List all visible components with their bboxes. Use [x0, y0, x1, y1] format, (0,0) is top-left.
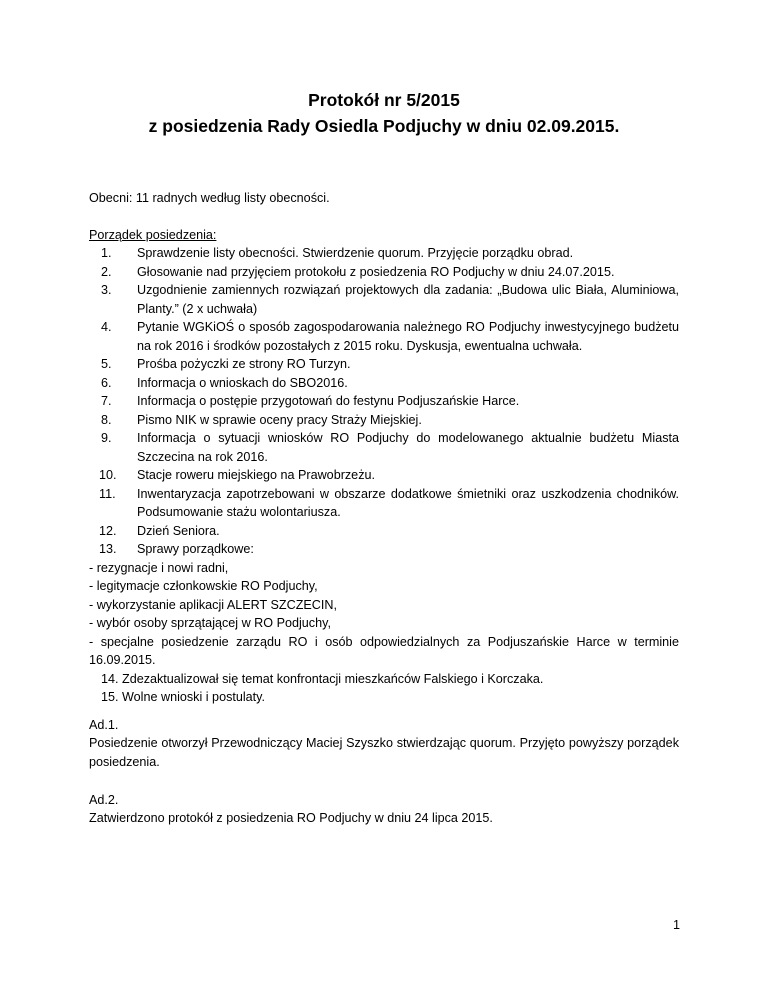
list-item: 13. Sprawy porządkowe: — [99, 542, 254, 556]
agenda-subitem: - wybór osoby sprzątającej w RO Podjuchy, — [89, 616, 331, 630]
section-body-ad1: Posiedzenie otworzył Przewodniczący Maciej Szyszko stwierdzając quorum. Przyjęto powyższy porządek posiedzenia. — [89, 736, 679, 769]
protocol-subtitle: z posiedzenia Rady Osiedla Podjuchy w dniu 02.09.2015. — [148, 116, 620, 136]
list-item: 9. Informacja o sytuacji wniosków RO Podjuchy do modelowanego aktualnie budżetu Miasta Szczecina na rok 2016. — [101, 431, 679, 464]
agenda-subitem: - legitymacje członkowskie RO Podjuchy, — [89, 579, 318, 593]
list-item: 3. Uzgodnienie zamiennych rozwiązań projektowych dla zadania: „Budowa ulic Biała, Aluminiowa, Planty.” (2 x uchwała) — [101, 283, 679, 316]
attendance-line: Obecni: 11 radnych według listy obecności. — [89, 191, 330, 205]
list-item: 5. Prośba pożyczki ze strony RO Turzyn. — [101, 357, 351, 371]
section-heading-ad1: Ad.1. — [89, 718, 119, 732]
list-item: 6. Informacja o wnioskach do SBO2016. — [101, 375, 348, 390]
list-item: 11. Inwentaryzacja zapotrzebowani w obszarze dodatkowe śmietniki oraz uszkodzenia chodników. Podsumowanie stażu wolontariusza. — [99, 486, 679, 519]
list-item: 12. Dzień Seniora. — [99, 523, 220, 538]
page-number: 1 — [672, 918, 680, 932]
list-item: 2. Głosowanie nad przyjęciem protokołu z posiedzenia RO Podjuchy w dniu 24.07.2015. — [101, 264, 615, 279]
list-item: 4. Pytanie WGKiOŚ o sposób zagospodarowania należnego RO Podjuchy inwestycyjnego budżetu na rok 2016 i środków pozostałych z 2015 roku. Dyskusja, ewentualna uchwała. — [101, 320, 679, 353]
agenda-subitem: - wykorzystanie aplikacji ALERT SZCZECIN, — [89, 597, 337, 612]
list-item: 15. Wolne wnioski i postulaty. — [101, 690, 266, 704]
list-item: 10. Stacje roweru miejskiego na Prawobrzeżu. — [99, 468, 375, 482]
agenda-heading: Porządek posiedzenia: — [89, 228, 217, 242]
section-body-ad2: Zatwierdzono protokół z posiedzenia RO Podjuchy w dniu 24 lipca 2015. — [89, 811, 493, 825]
agenda-subitem: - rezygnacje i nowi radni, — [89, 560, 229, 575]
agenda-list — [89, 244, 679, 707]
list-item: 14. Zdezaktualizował się temat konfrontacji mieszkańców Falskiego i Korczaka. — [101, 671, 544, 686]
list-item: 1. Sprawdzenie listy obecności. Stwierdzenie quorum. Przyjęcie porządku obrad. — [101, 246, 574, 260]
list-item: 7. Informacja o postępie przygotowań do festynu Podjuszańskie Harce. — [101, 394, 520, 408]
agenda-subitem: - specjalne posiedzenie zarządu RO i osób odpowiedzialnych za Podjuszańskie Harce w terminie 16.09.2015. — [89, 634, 679, 667]
protocol-title: Protokół nr 5/2015 — [308, 90, 460, 110]
list-item: 8. Pismo NIK w sprawie oceny pracy Straży Miejskiej. — [101, 412, 422, 427]
section-heading-ad2: Ad.2. — [89, 793, 119, 807]
